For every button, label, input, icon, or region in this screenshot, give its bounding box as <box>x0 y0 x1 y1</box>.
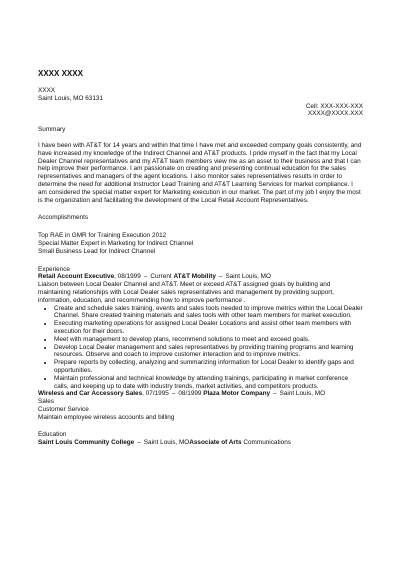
list-item: • Develop Local Dealer management and sales representatives by providing training programs and learning resources. Observe and coach to improve customer interaction and to improve metrics. <box>54 344 363 360</box>
cell-phone: Cell: XXX-XXX-XXX <box>305 102 363 110</box>
education-heading: Education <box>38 431 67 439</box>
contact-block <box>38 103 363 119</box>
accomplishment-item: Small Business Lead for Indirect Channel <box>38 247 156 255</box>
education-field: Communications <box>243 439 291 447</box>
job-2-role: Wireless and Car Accessory Sales <box>38 390 143 398</box>
education-school: Saint Louis Community College <box>38 439 135 447</box>
job-2-location: Saint Louis, MO <box>279 390 326 398</box>
job-1-end: Current <box>150 273 172 281</box>
list-item: • Maintain professional and technical knowledge by attending trainings, participating in market conference calls, and keeping up to date with industry trends, market activities, and competitors products. <box>54 375 363 391</box>
accomplishments-heading: Accomplishments <box>38 214 89 222</box>
list-item: • Prepare reports by collecting, analyzing and summarizing information for Local Dealer to identify gaps and opportunities. <box>54 359 363 375</box>
job-2-company: Plaza Motor Company <box>203 390 271 398</box>
job-2-line: Maintain employee wireless accounts and billing <box>38 413 175 421</box>
resume-content <box>38 69 363 447</box>
list-item: • Create and schedule sales training, events and sales tools needed to improve metrics within the Local Dealer Channel. Share created training materials and sales tools with other team members for market execution. <box>54 305 363 321</box>
accomplishment-item: Top RAE in GMR for Training Execution 2012 <box>38 232 167 240</box>
job-1-role: Retail Account Executive <box>38 273 115 281</box>
education-entry: Saint Louis Community College – Saint Louis, MOAssociate of Arts Communications <box>38 439 291 447</box>
job-2-line: Sales <box>38 398 54 406</box>
address-line-2: Saint Louis, MO 63131 <box>38 94 104 102</box>
job-1-company: AT&T Mobility <box>173 273 216 281</box>
job-1-header: Retail Account Executive, 08/1999 – Current AT&T Mobility – Saint Louis, MO <box>38 273 271 281</box>
accomplishment-item: Special Matter Expert in Marketing for Indirect Channel <box>38 239 194 247</box>
list-item: • Meet with management to develop plans, recommend solutions to meet and exceed goals. <box>54 336 363 344</box>
job-1-location: Saint Louis, MO <box>225 273 271 281</box>
list-item: • Executing marketing operations for assigned Local Dealer Locations and assist other team members with execution for their doors. <box>54 320 363 336</box>
job-1-description: Liaison between Local Dealer Channel and AT&T. Meet or exceed AT&T assigned goals by building and maintaining relationships with Local Dealer sales representatives and management by providing support, information, education, and recommending how to improve performance . <box>38 281 334 304</box>
job-1-start: , 08/1999 <box>114 273 141 281</box>
job-2-header: Wireless and Car Accessory Sales, 07/1995 – 08/1999 Plaza Motor Company – Saint Louis, MO <box>38 390 326 398</box>
education-location: Saint Louis, MO <box>143 439 190 447</box>
summary-text: I have been with AT&T for 14 years and within that time I have met and exceeded company goals consistently, and have increased my knowledge of the Indirect Channel and AT&T products. I pride myself in the fact that my Local Dealer Channel representatives and my AT&T team members view me as an asset to their business and that I can help improve their performance. I am passionate on creating and presenting continual education for the sales representatives and managers of the agent locations. I also monitor sales representatives results in order to determine the need for additional Instructor Lead Training and AT&T Learning Services for market compliance. I am considered the special matter expert for Marketing execution in our market. The part of my job I enjoy the most is the organization and facilitating the development of the Local Retail Account Representatives. <box>38 141 362 204</box>
summary-heading: Summary <box>38 126 66 134</box>
education-degree: Associate of Arts <box>189 439 242 447</box>
job-2-start: , 07/1995 <box>142 390 169 398</box>
job-2-end: 08/1999 <box>178 390 202 398</box>
experience-heading: Experience <box>38 265 70 273</box>
address-line-1: XXXX <box>38 87 56 94</box>
candidate-name: XXXX XXXX <box>38 69 83 78</box>
job-1-bullets <box>38 305 363 391</box>
job-2-line: Customer Service <box>38 405 89 413</box>
email-address: XXXX@XXXX.XXX <box>307 110 363 118</box>
